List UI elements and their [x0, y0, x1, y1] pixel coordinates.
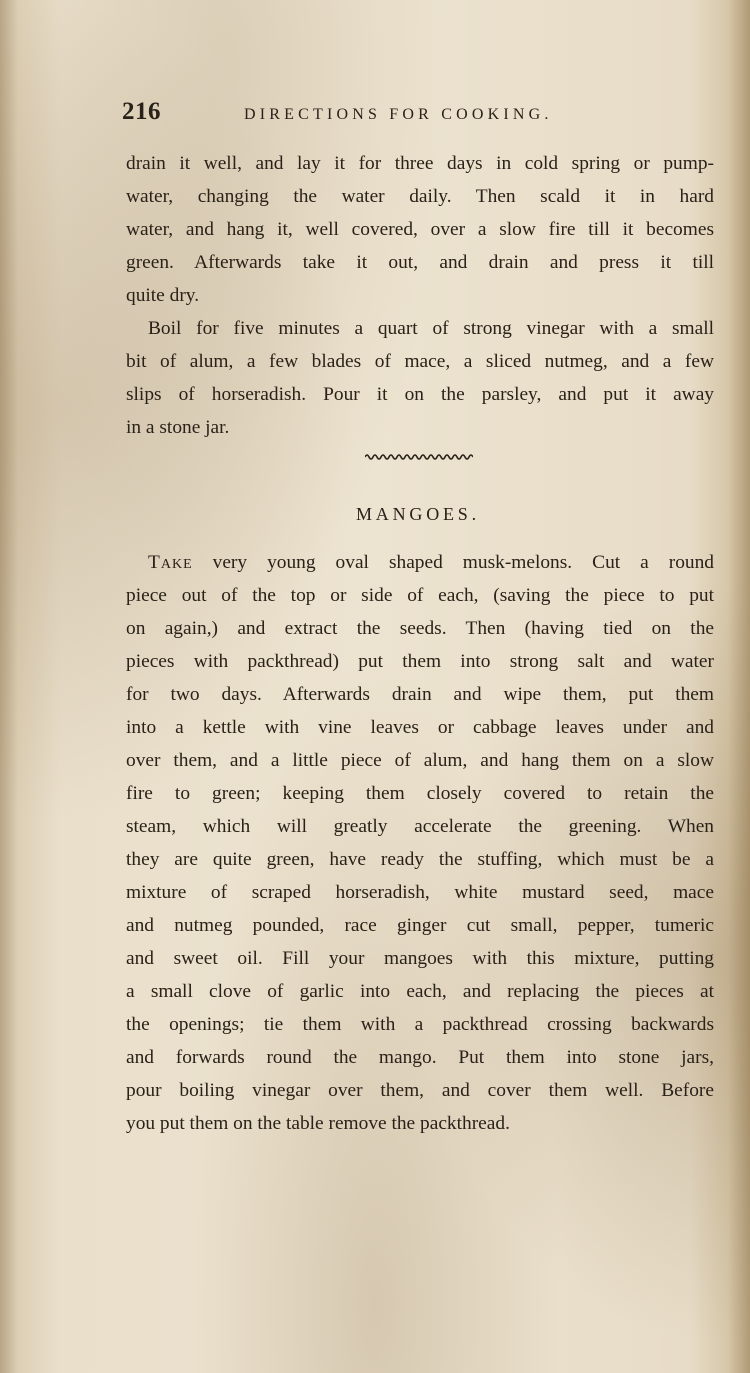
parsley-vinegar-paragraph	[126, 312, 714, 444]
page-edge-shadow-right	[728, 0, 750, 1373]
text-line-first	[126, 546, 714, 579]
text-line: in a stone jar.	[126, 417, 230, 438]
text-line: bit of alum, a few blades of mace, a sliced nutmeg, and a few	[126, 351, 714, 372]
drop-word: Take	[148, 552, 193, 573]
text-line: the openings; tie them with a packthread crossing backwards	[126, 1014, 714, 1035]
page-header	[122, 98, 612, 128]
text-line: over them, and a little piece of alum, and hang them on a slow	[126, 750, 714, 771]
text-line: piece out of the top or side of each, (saving the piece to put	[126, 585, 714, 606]
text-line: a small clove of garlic into each, and replacing the pieces at	[126, 981, 714, 1002]
text-line: and forwards round the mango. Put them into stone jars,	[126, 1047, 714, 1068]
mangoes-recipe-paragraph	[126, 546, 714, 1140]
running-head: DIRECTIONS FOR COOKING.	[244, 106, 553, 123]
text-line: pour boiling vinegar over them, and cover them well. Before	[126, 1080, 714, 1101]
text-line: steam, which will greatly accelerate the greening. When	[126, 816, 714, 837]
text-line: on again,) and extract the seeds. Then (having tied on the	[126, 618, 714, 639]
text-line: drain it well, and lay it for three days in cold spring or pump-	[126, 153, 714, 174]
text-line: green. Afterwards take it out, and drain and press it till	[126, 252, 714, 273]
text-line: and nutmeg pounded, race ginger cut small, pepper, tumeric	[126, 915, 714, 936]
text-line: into a kettle with vine leaves or cabbage leaves under and	[126, 717, 714, 738]
text-line: and sweet oil. Fill your mangoes with this mixture, putting	[126, 948, 714, 969]
text-line: pieces with packthread) put them into strong salt and water	[126, 651, 714, 672]
text-line: you put them on the table remove the packthread.	[126, 1113, 510, 1134]
text-line: mixture of scraped horseradish, white mustard seed, mace	[126, 882, 714, 903]
first-line-text: very young oval shaped musk-melons. Cut a round	[192, 552, 714, 573]
text-line: Boil for five minutes a quart of strong vinegar with a small	[148, 318, 714, 339]
page-edge-shadow-left	[0, 0, 18, 1373]
text-line: water, and hang it, well covered, over a slow fire till it becomes	[126, 219, 714, 240]
text-line: for two days. Afterwards drain and wipe them, put them	[126, 684, 714, 705]
section-divider-ornament	[365, 452, 473, 462]
page-number: 216	[122, 98, 161, 125]
section-title: MANGOES.	[356, 504, 480, 524]
text-line: quite dry.	[126, 285, 200, 306]
continuation-paragraph	[126, 147, 714, 312]
text-line: slips of horseradish. Pour it on the parsley, and put it away	[126, 384, 714, 405]
text-line: fire to green; keeping them closely covered to retain the	[126, 783, 714, 804]
text-line: they are quite green, have ready the stuffing, which must be a	[126, 849, 714, 870]
text-line: water, changing the water daily. Then scald it in hard	[126, 186, 714, 207]
